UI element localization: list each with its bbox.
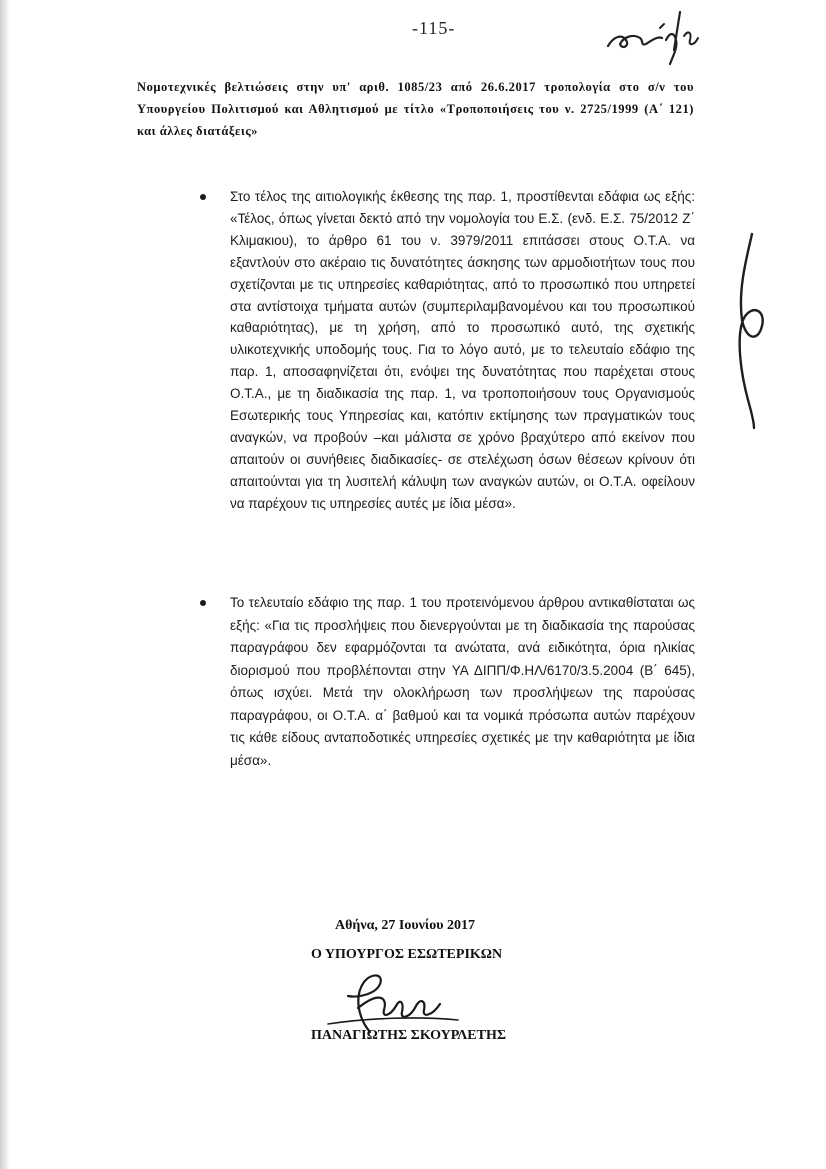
page-number: -115- xyxy=(412,18,456,38)
list-item-text: Το τελευταίο εδάφιο της παρ. 1 του προτεινόμενου άρθρου αντικαθίσταται ως εξής: «Για τις προσλήψεις που διενεργούνται με τη διαδικασία της παρούσας παραγράφου δεν εφαρμόζονται τα ανώτατα, ανά ειδικότητα, όρια ηλικίας διορισμού που προβλέπονται στην ΥΑ ΔΙΠΠ/Φ.ΗΛ/6170/3.5.2004 (Β΄ 645), όπως ισχύει. Μετά την ολοκλήρωση των προσλήψεων της παρούσας παραγράφου, οι Ο.Τ.Α. α΄ βαθμού και τα νομικά πρόσωπα αυτών παρέχουν τις κάθε είδους ανταποδοτικές υπηρεσίες σχετικές με την καθαριότητα με ίδια μέσα». xyxy=(230,595,695,768)
document-heading: Νομοτεχνικές βελτιώσεις στην υπ' αριθ. 1085/23 από 26.6.2017 τροπολογία στο σ/ν του Υπουργείου Πολιτισμού και Αθλητισμού με τίτλο «Τροποποιήσεις του ν. 2725/1999 (Α΄ 121) και άλλες διατάξεις» xyxy=(137,80,694,138)
minister-title: Ο ΥΠΟΥΡΓΟΣ ΕΣΩΤΕΡΙΚΩΝ xyxy=(311,947,503,962)
minister-signature xyxy=(318,962,468,1037)
list-item-text: Στο τέλος της αιτιολογικής έκθεσης της παρ. 1, προστίθενται εδάφια ως εξής: «Τέλος, όπως γίνεται δεκτό από την νομολογία του Ε.Σ. (ενδ. Ε.Σ. 75/2012 Ζ΄ Κλιμακιου), το άρθρο 61 του ν. 3979/2011 επιτάσσει στους Ο.Τ.Α. να εξαντλούν στο ακέραιο τις δυνατότητες άσκησης των αρμοδιοτήτων τους που σχετίζονται με τις υπηρεσίες καθαριότητας, από το προσωπικό που υπηρετεί στα αντίστοιχα τμήματα αυτών (συμπεριλαμβανομένου και του προσωπικού καθαριότητας), με τη χρήση, από το προσωπικό αυτό, της σχετικής υλικοτεχνικής υποδομής τους. Για το λόγο αυτό, με το τελευταίο εδάφιο της παρ. 1, αποσαφηνίζεται ότι, ενόψει της δυνατότητας που παρέχεται στους Ο.Τ.Α., με τη διαδικασία της παρ. 1, να τροποποιήσουν τους Οργανισμούς Εσωτερικής τους Υπηρεσίας και, κατόπιν εκτίμησης των πραγματικών τους αναγκών, να προβούν –και μάλιστα σε χρόνο βραχύτερο από εκείνον που απαιτούν οι συνήθειες διαδικασίες- σε στελέχωση όσων θέσεων κρίνουν ότι απαιτούνται για τη λυσιτελή κάλυψη των αναγκών αυτών, οι Ο.Τ.Α. οφείλουν να παρέχουν τις υπηρεσίες αυτές με ίδια μέσα». xyxy=(230,189,695,511)
margin-handwritten-mark xyxy=(728,230,778,430)
handwritten-initials xyxy=(600,6,710,66)
scan-edge-shadow xyxy=(0,0,10,1169)
minister-name: ΠΑΝΑΓΙΩΤΗΣ ΣΚΟΥΡΛΕΤΗΣ xyxy=(311,1028,506,1043)
bullet-icon xyxy=(200,194,206,200)
date-line: Αθήνα, 27 Ιουνίου 2017 xyxy=(335,918,476,933)
bullet-icon xyxy=(200,600,206,606)
